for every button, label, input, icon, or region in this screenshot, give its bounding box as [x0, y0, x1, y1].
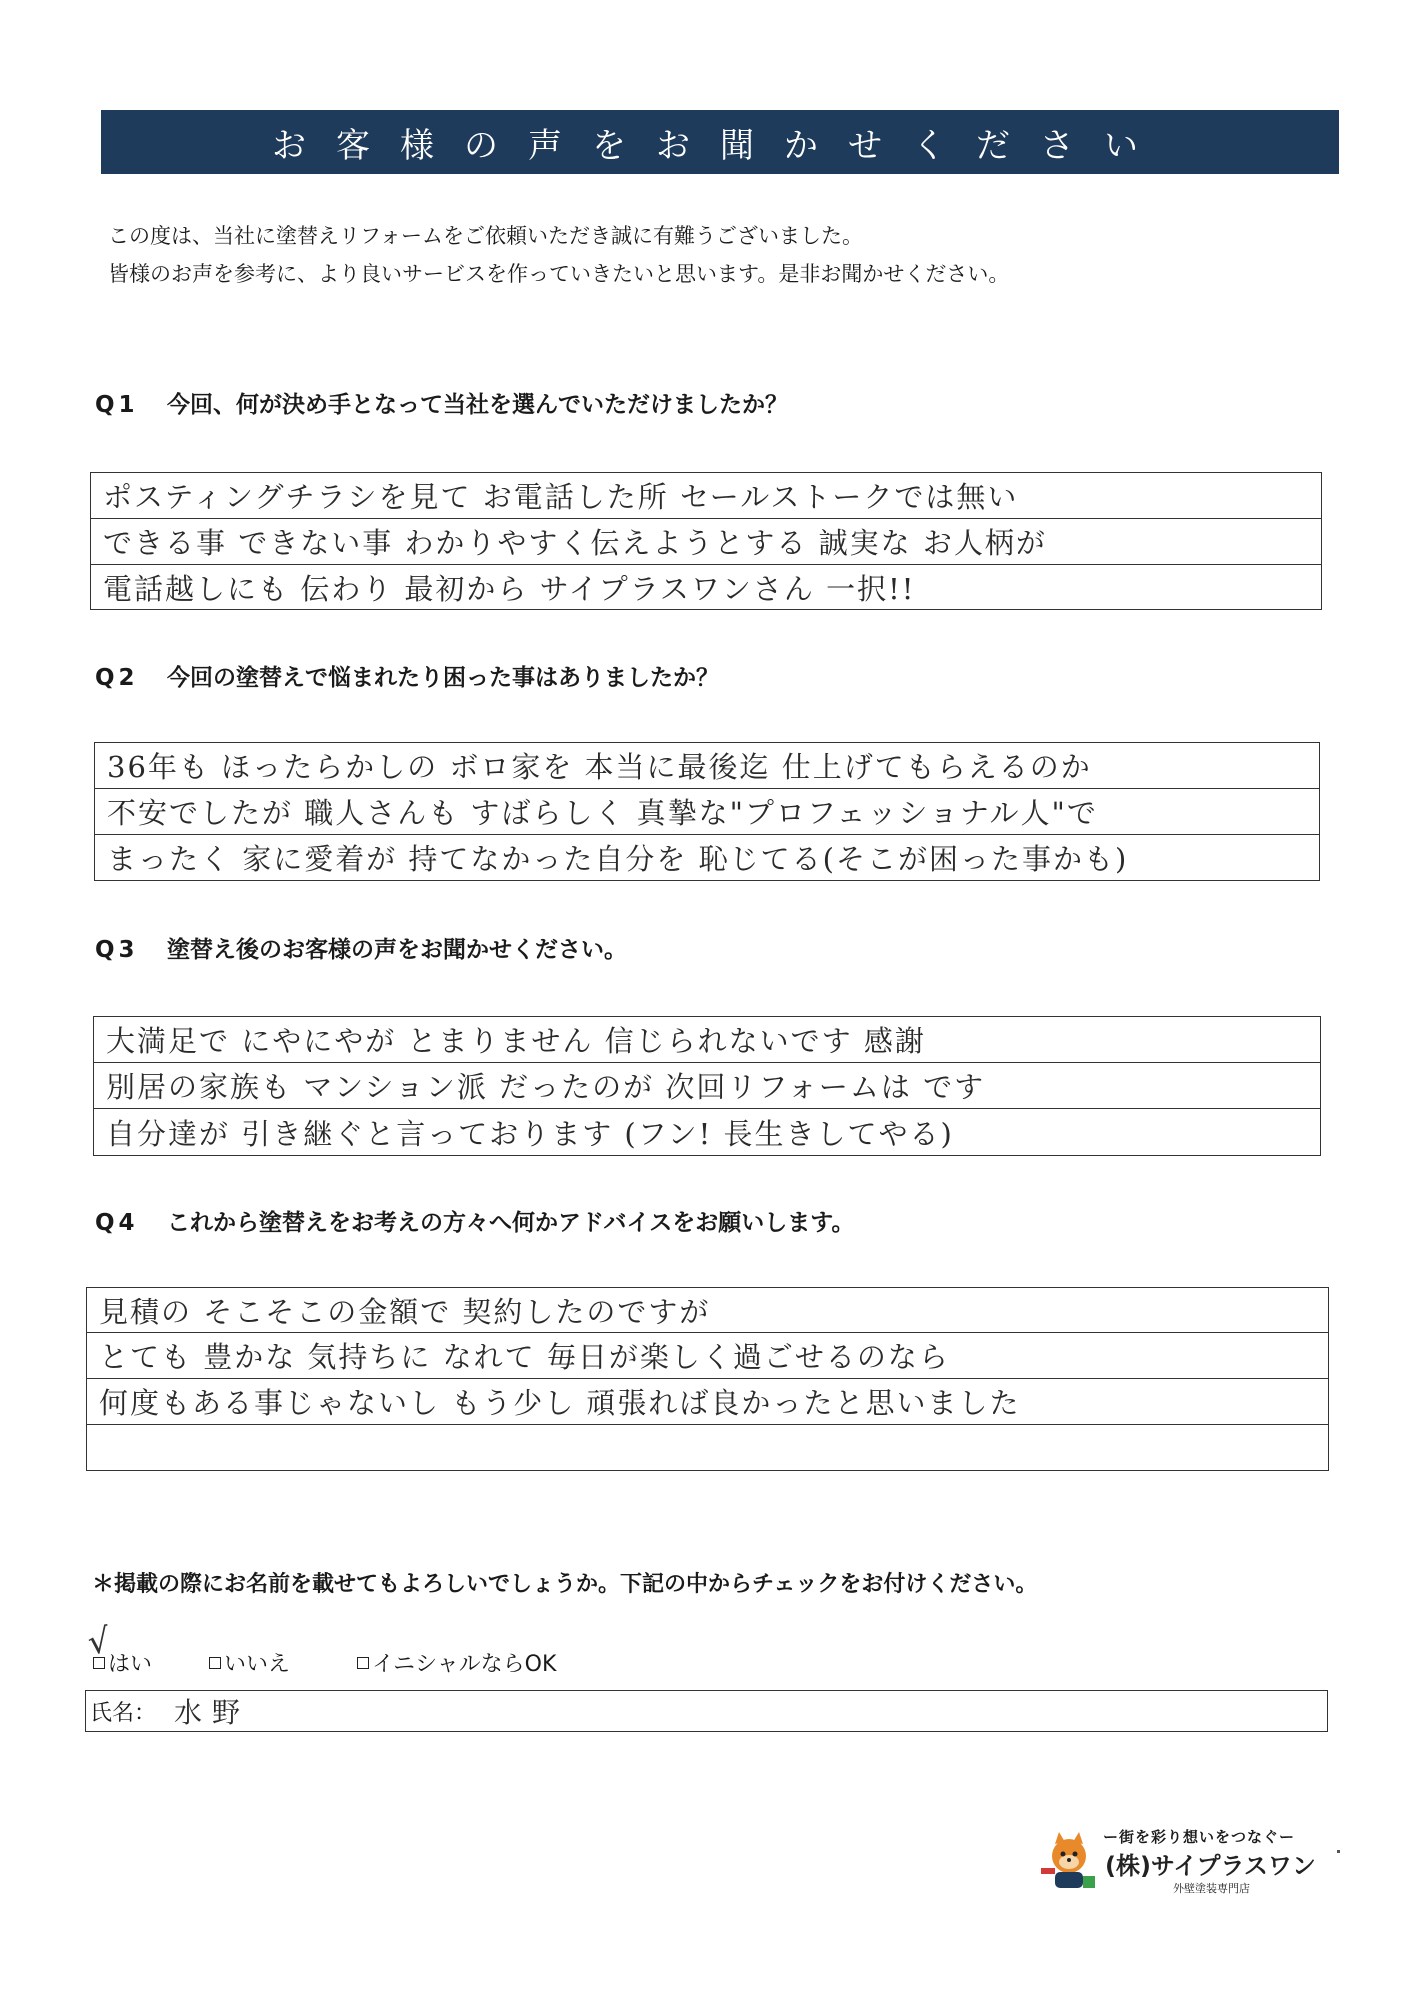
answer-line: 見積の そこそこの金額で 契約したのですが — [87, 1288, 1328, 1333]
name-label: 氏名： — [90, 1700, 157, 1726]
question-number: Q2 — [95, 665, 139, 691]
option-label: はい — [108, 1652, 153, 1677]
mascot-icon — [1037, 1830, 1101, 1894]
option-no[interactable] — [209, 1647, 290, 1678]
question-number: Q1 — [95, 392, 139, 418]
answer-box-3 — [93, 1016, 1321, 1156]
question-text: 今回の塗替えで悩まれたり困った事はありましたか？ — [167, 665, 719, 691]
option-label: イニシャルならOK — [372, 1652, 557, 1677]
logo-tagline: ー街を彩り想いをつなぐー — [1103, 1828, 1296, 1846]
name-field[interactable] — [85, 1690, 1328, 1732]
answer-line: 不安でしたが 職人さんも すばらしく 真摯な"プロフェッショナル人"で — [95, 789, 1319, 835]
option-initials[interactable] — [357, 1647, 556, 1678]
question-2 — [95, 659, 719, 692]
publish-consent-note: ＊掲載の際にお名前を載せてもよろしいでしょうか。下記の中からチェックをお付けください。 — [92, 1572, 1038, 1597]
answer-line: まったく 家に愛着が 持てなかった自分を 恥じてる(そこが困った事かも) — [107, 842, 1129, 876]
scan-speck — [1337, 1850, 1340, 1853]
answer-box-2 — [94, 742, 1320, 881]
checkmark: √ — [85, 1620, 113, 1664]
question-4 — [95, 1204, 854, 1237]
question-number: Q4 — [95, 1210, 139, 1236]
page-title: お客様の声をお聞かせください — [101, 110, 1339, 174]
question-text: これから塗替えをお考えの方々へ何かアドバイスをお願いします。 — [167, 1210, 855, 1236]
name-value: 水野 — [174, 1696, 251, 1729]
company-logo — [1037, 1826, 1316, 1898]
answer-line — [87, 1425, 1328, 1470]
question-number: Q3 — [95, 937, 139, 963]
option-label: いいえ — [224, 1652, 291, 1677]
answer-box-1 — [90, 472, 1322, 610]
answer-line: 自分達が 引き継ぐと言っております (フン! 長生きしてやる) — [106, 1116, 954, 1151]
answer-line: ポスティングチラシを見て お電話した所 セールストークでは無い — [91, 473, 1321, 519]
intro-line-2: 皆様のお声を参考に、より良いサービスを作っていきたいと思います。是非お聞かせください。 — [108, 262, 1010, 286]
question-text: 塗替え後のお客様の声をお聞かせください。 — [167, 937, 627, 963]
checkbox-no[interactable] — [209, 1657, 221, 1669]
answer-line: 大満足で にやにやが とまりません 信じられないです 感謝 — [94, 1017, 1320, 1063]
checkbox-initials[interactable] — [357, 1657, 369, 1669]
question-text: 今回、何が決め手となって当社を選んでいただけましたか？ — [167, 392, 788, 418]
answer-line: 電話越しにも 伝わり 最初から サイプラスワンさん 一択!! — [103, 571, 916, 606]
answer-line: 何度もある事じゃないし もう少し 頑張れば良かったと思いました — [87, 1379, 1328, 1425]
checkbox-yes[interactable] — [93, 1657, 105, 1669]
question-3 — [95, 931, 627, 964]
logo-subtitle: 外壁塗装専門店 — [1173, 1882, 1250, 1895]
answer-line: 別居の家族も マンション派 だったのが 次回リフォームは です — [94, 1063, 1320, 1109]
answer-line: 36年も ほったらかしの ボロ家を 本当に最後迄 仕上げてもらえるのか — [95, 743, 1319, 789]
intro-line-1: この度は、当社に塗替えリフォームをご依頼いただき誠に有難うございました。 — [108, 224, 863, 248]
option-yes[interactable] — [93, 1647, 152, 1678]
question-1 — [95, 386, 788, 419]
answer-line: とても 豊かな 気持ちに なれて 毎日が楽しく過ごせるのなら — [87, 1333, 1328, 1379]
logo-company-name: (株)サイプラスワン — [1105, 1852, 1316, 1880]
answer-box-4 — [86, 1287, 1329, 1471]
answer-line: できる事 できない事 わかりやすく伝えようとする 誠実な お人柄が — [91, 519, 1321, 565]
